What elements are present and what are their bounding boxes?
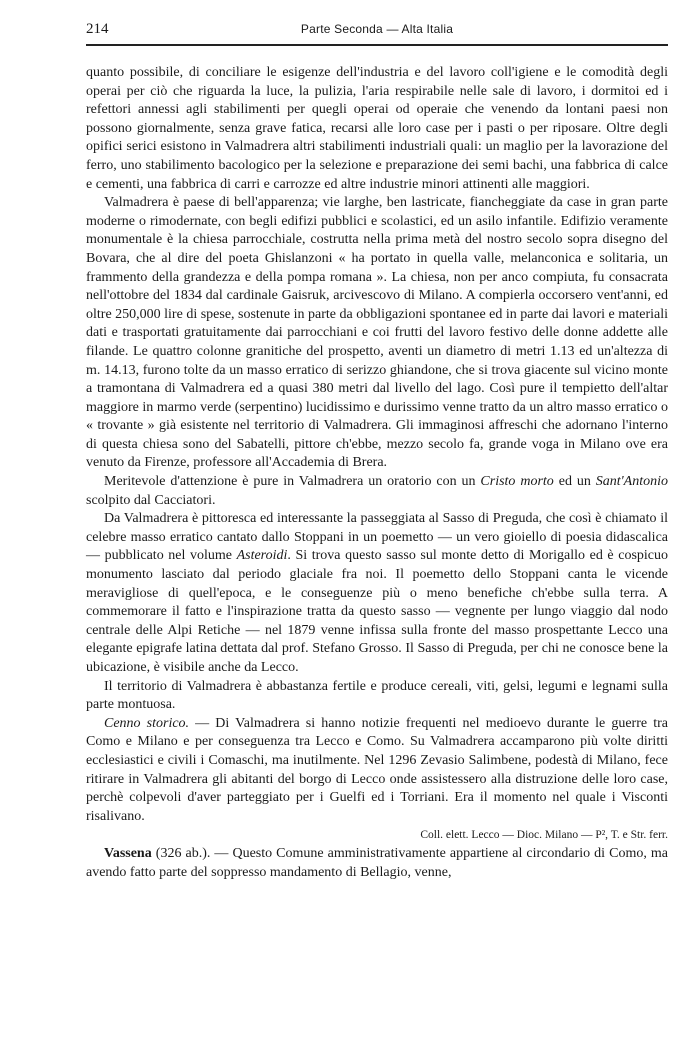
paragraph-5: Il territorio di Valmadrera è abbastanza fertile e produce cereali, viti, gelsi, legumi e legnami sulla parte montuosa. xyxy=(86,678,668,713)
paragraph-3-italic-1: Cristo morto xyxy=(480,474,554,490)
entry-vassena xyxy=(86,845,668,882)
paragraph-3 xyxy=(86,473,668,510)
header-rule xyxy=(86,44,668,46)
document-page xyxy=(86,18,668,882)
paragraph-1: quanto possibile, di conciliare le esigenze dell'industria e del lavoro coll'igiene e le comodità degli operai per ciò che riguarda la luce, la pulizia, l'aria respirabile nelle sale di lavoro, i dormitoi ed i refettori annessi agli stabilimenti per quegli operai od operaie che venendo da lontani paesi non possono giornalmente, senza grave fatica, recarsi alle loro case per i pasti o per riposare. Oltre degli opifici serici esistono in Valmadrera altri stabilimenti industriali quali: un maglio per la lavorazione del ferro, uno stabilimento bacologico per la selezione e preparazione dei semi bachi, una fabbrica di calce e cementi, una fabbrica di carri e carrozze ed altre industrie minori attinenti alle maggiori. xyxy=(86,65,668,192)
paragraph-6-text: — Di Valmadrera si hanno notizie frequenti nel medioevo durante le guerre tra Como e Milano e per conseguenza tra Lecco e Como. Su Valmadrera accamparono più volte diritti ecclesiastici e civili i Comaschi, ma inutilmente. Nel 1296 Zevasio Salimbene, podestà di Milano, fece ritirare in Valmadrera gli abitanti del borgo di Lecco onde assistessero alla distruzione delle loro case, perchè colpevoli d'aver parteggiato per i Guelfi ed i Torriani. Era il momento nel quale i Visconti risalivano. xyxy=(86,715,668,824)
paragraph-3-text-3: scolpito dal Cacciatori. xyxy=(86,492,216,508)
running-head: Parte Seconda — Alta Italia xyxy=(300,22,454,36)
page-number: 214 xyxy=(86,21,109,37)
paragraph-4-text: Da Valmadrera è pittoresca ed interessante la passeggiata al Sasso di Preguda, che così è chiamato il celebre masso erratico cantato dallo Stoppani in un poemetto — un vero gioiello di poesia didascalica — pubblicato nel volume xyxy=(86,511,668,564)
page-header xyxy=(86,18,668,40)
entry-text: (326 ab.). — Questo Comune amministrativamente appartiene al circondario di Como, ma avendo fatto parte del soppresso mandamento di Bellagio, venne, xyxy=(86,845,668,880)
paragraph-3-italic-2: Sant'Antonio xyxy=(595,474,668,490)
paragraph-4-text-2: . Si trova questo sasso sul monte detto di Morigallo ed è cospicuo monumento lasciato dal periodo glaciale fra noi. Il poemetto dello Stoppani canta le vicende meravigliose di quell'epoca, e le conseguenze più o meno benefiche ch'ebbe sulla terra. A commemorare il fatto e l'inspirazione tratta da questo sasso — vegnente per lungo viaggio dal nodo centrale delle Alpi Retiche — nel 1879 venne infissa sulla fronte del masso prospettante Lecco una elegante epigrafe latina dettata dal prof. Stefano Grosso. Il Sasso di Preguda, per chi ne conosce bene la ubicazione, è visibile anche da Lecco. xyxy=(86,548,668,675)
paragraph-6 xyxy=(86,715,668,827)
body-text xyxy=(86,64,668,882)
entry-title: Vassena xyxy=(104,845,152,861)
paragraph-2: Valmadrera è paese di bell'apparenza; vie larghe, ben lastricate, fiancheggiate da case in gran parte moderne o rimodernate, con begli edifizi pubblici e scolastici, ed un asilo infantile. Edifizio veramente monumentale è la chiesa parrocchiale, costrutta nella prima metà del nostro secolo sopra disegno del Bovara, che al dire del poeta Ghislanzoni « ha portato in quella valle, melanconica e solitaria, un frammento della grandezza e della pompa romana ». La chiesa, non per anco compiuta, fu consacrata nell'ottobre del 1834 dal cardinale Gaisruk, arcivescovo di Milano. A compierla occorsero vent'anni, ed oltre 250,000 lire di spese, sostenute in parte da obbligazioni spontanee ed in parte dai lavori e materiali dati e trasportati gratuitamente dai parrocchiani e coi frutti del lavoro festivo delle donne addette alle filande. Le quattro colonne granitiche del prospetto, aventi un diametro di metri 1.13 ed un'altezza di m. 14.13, furono tolte da un masso erratico di serizzo ghiandone, che si trova giacente sul vicino monte a tramontana di Valmadrera ed a quasi 380 metri dal livello del lago. Così pure il tempietto dell'altar maggiore in marmo verde (serpentino) lucidissimo e durissimo venne tratto da un altro masso erratico o « trovante » già esistente nel territorio di Valmadrera. Gli immaginosi affreschi che adornano l'interno di questa chiesa sono del Sabatelli, pittore ch'ebbe, mezzo secolo fa, grande voga in Milano ove era venuto da Firenze, professore all'Accademia di Brera. xyxy=(86,195,668,471)
info-line: Coll. elett. Lecco — Dioc. Milano — P², T. e Str. ferr. xyxy=(420,829,668,842)
paragraph-4 xyxy=(86,510,668,677)
paragraph-3-text-2: ed un xyxy=(553,474,596,490)
cenno-storico-heading: Cenno storico. xyxy=(104,715,190,731)
paragraph-3-text: Meritevole d'attenzione è pure in Valmadrera un oratorio con un xyxy=(104,474,481,490)
paragraph-4-italic: Asteroidi xyxy=(236,548,288,564)
